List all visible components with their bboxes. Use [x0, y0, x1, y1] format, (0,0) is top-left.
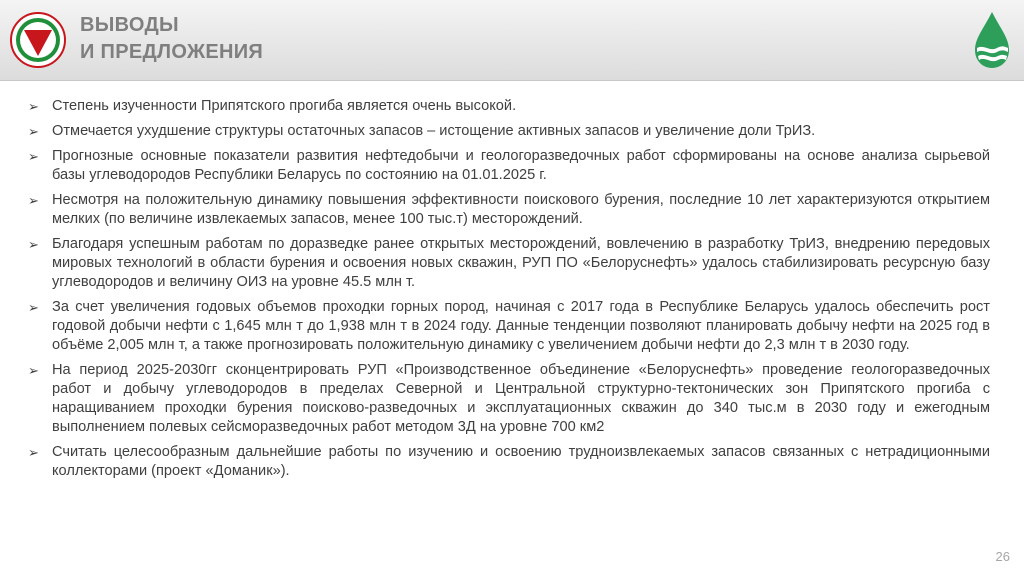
company-emblem-icon: [10, 12, 66, 68]
page-number: 26: [995, 549, 1010, 564]
list-item-text: Отмечается ухудшение структуры остаточных запасов – истощение активных запасов и увеличение доли ТрИЗ.: [52, 123, 816, 139]
list-item-text: Считать целесообразным дальнейшие работы по изучению и освоению трудноизвлекаемых запасов связанных с нетрадиционными коллекторами (проект «Доманик»).: [52, 444, 990, 479]
arrow-bullet-icon: ➢: [28, 237, 39, 252]
list-item-text: Степень изученности Припятского прогиба является очень высокой.: [52, 98, 517, 114]
list-item: [28, 122, 990, 141]
list-item: [28, 147, 990, 185]
title-line-1: ВЫВОДЫ: [80, 14, 179, 36]
bullet-list: [28, 97, 990, 487]
slide-title: [80, 12, 263, 66]
title-line-2: И ПРЕДЛОЖЕНИЯ: [80, 41, 264, 63]
oil-drop-icon: [972, 10, 1012, 70]
list-item-text: За счет увеличения годовых объемов проходки горных пород, начиная с 2017 года в Республике Беларусь удалось обеспечить рост годовой добычи нефти с 1,645 млн т до 1,938 млн т в 2024 году. Данные тенденции позволяют планировать добычу нефти на 2025 год в объёме 2,005 млн т, а также прогнозировать положительную динамику с увеличением добычи нефти до 2,3 млн т в 2030 году.: [52, 299, 990, 353]
list-item: [28, 97, 990, 116]
arrow-bullet-icon: ➢: [28, 124, 39, 139]
list-item-text: Прогнозные основные показатели развития нефтедобычи и геологоразведочных работ сформированы на основе анализа сырьевой базы углеводородов Республики Беларусь по состоянию на 01.01.2025 г.: [52, 148, 990, 183]
arrow-bullet-icon: ➢: [28, 445, 39, 460]
list-item-text: Несмотря на положительную динамику повышения эффективности поискового бурения, последние 10 лет характеризуются открытием мелких (по величине извлекаемых запасов, менее 100 тыс.т) месторождений.: [52, 192, 990, 227]
arrow-bullet-icon: ➢: [28, 99, 39, 114]
list-item: [28, 361, 990, 437]
list-item-text: Благодаря успешным работам по доразведке ранее открытых месторождений, вовлечению в разработку ТрИЗ, внедрению передовых мировых технологий в области бурения и освоения новых скважин, РУП ПО «Белоруснефть» удалось стабилизировать ресурсную базу углеводородов и величину ОИЗ на уровне 45.5 млн т.: [52, 236, 990, 290]
arrow-bullet-icon: ➢: [28, 193, 39, 208]
arrow-bullet-icon: ➢: [28, 300, 39, 315]
list-item: [28, 298, 990, 355]
arrow-bullet-icon: ➢: [28, 149, 39, 164]
list-item: [28, 191, 990, 229]
arrow-bullet-icon: ➢: [28, 363, 39, 378]
list-item-text: На период 2025-2030гг сконцентрировать РУП «Производственное объединение «Белоруснефть» проведение геологоразведочных работ и добычу углеводородов в пределах Северной и Центральной структурно-тектонических зон Припятского прогиба с наращиванием проходки бурения поисково-разведочных и эксплуатационных скважин до 340 тыс.м в 2030 году и ежегодным выполнением полевых сейсморазведочных работ методом 3Д на уровне 700 км2: [52, 362, 990, 435]
list-item: [28, 235, 990, 292]
slide-header: [0, 0, 1024, 81]
list-item: [28, 443, 990, 481]
